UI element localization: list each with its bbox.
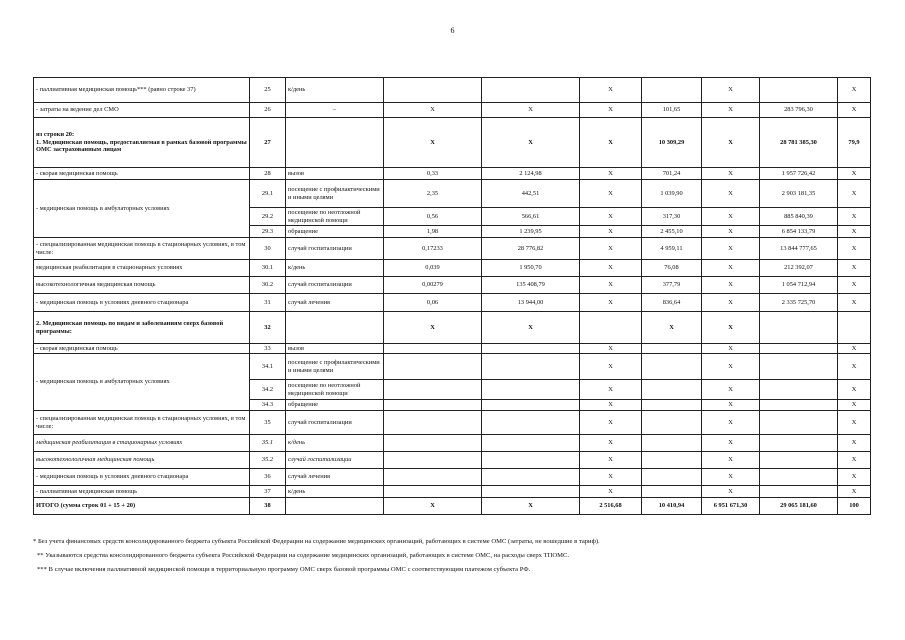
value-cell-c1: 0,06: [384, 294, 482, 312]
value-cell-c7: X: [838, 400, 871, 411]
value-cell-c6: [760, 380, 838, 400]
unit-cell: [286, 312, 384, 344]
value-cell-c3: X: [580, 103, 642, 118]
value-cell-c3: X: [580, 180, 642, 208]
footnote-1: * Без учета финансовых средств консолидированного бюджета субъекта Российской Федерации на содержание медицинских организаций, работающих в системе ОМС (затраты, не вошедшие в тариф).: [33, 538, 600, 545]
table-row: [34, 168, 871, 180]
value-cell-c2: 1 950,70: [482, 260, 580, 277]
value-cell-c5: X: [702, 103, 760, 118]
unit-cell: случай лечения: [286, 469, 384, 486]
unit-cell: случай госпитализации: [286, 277, 384, 294]
row-name-cell: 2. Медицинская помощь по видам и заболеваниям сверх базовой программы:: [34, 312, 250, 344]
row-name-cell: - специализированная медицинская помощь в стационарных условиях, в том числе:: [34, 238, 250, 260]
table-row: [34, 469, 871, 486]
value-cell-c2: X: [482, 312, 580, 344]
value-cell-c2: 13 944,00: [482, 294, 580, 312]
footnotes: [33, 538, 873, 580]
value-cell-c4: 1 039,90: [642, 180, 702, 208]
value-cell-c7: X: [838, 78, 871, 103]
value-cell-c1: [384, 469, 482, 486]
value-cell-c6: [760, 344, 838, 354]
value-cell-c7: X: [838, 208, 871, 226]
value-cell-c6: 212 392,07: [760, 260, 838, 277]
unit-cell: [286, 498, 384, 515]
value-cell-c6: [760, 469, 838, 486]
value-cell-c3: X: [580, 168, 642, 180]
value-cell-c3: X: [580, 78, 642, 103]
value-cell-c1: X: [384, 103, 482, 118]
value-cell-c6: 2 903 181,35: [760, 180, 838, 208]
table-row: [34, 435, 871, 452]
value-cell-c4: 10 309,29: [642, 118, 702, 168]
value-cell-c3: X: [580, 486, 642, 498]
value-cell-c7: X: [838, 411, 871, 435]
value-cell-c4: X: [642, 312, 702, 344]
value-cell-c4: 4 959,11: [642, 238, 702, 260]
value-cell-c4: 836,64: [642, 294, 702, 312]
value-cell-c2: 566,61: [482, 208, 580, 226]
row-number-cell: 35.1: [250, 435, 286, 452]
row-number-cell: 32: [250, 312, 286, 344]
value-cell-c1: [384, 78, 482, 103]
value-cell-c1: [384, 400, 482, 411]
row-number-cell: 26: [250, 103, 286, 118]
unit-cell: посещение с профилактическими и иными целями: [286, 180, 384, 208]
row-name-cell: - медицинская помощь в условиях дневного стационара: [34, 469, 250, 486]
table-row: [34, 498, 871, 515]
value-cell-c7: X: [838, 103, 871, 118]
value-cell-c6: 885 840,39: [760, 208, 838, 226]
value-cell-c4: [642, 78, 702, 103]
value-cell-c2: [482, 380, 580, 400]
row-name-cell: - паллиативная медицинская помощь*** (равно строке 37): [34, 78, 250, 103]
value-cell-c3: X: [580, 226, 642, 238]
unit-cell: случай госпитализации: [286, 238, 384, 260]
value-cell-c1: 0,039: [384, 260, 482, 277]
value-cell-c3: X: [580, 435, 642, 452]
unit-cell: посещение с профилактическими и иными целями: [286, 354, 384, 380]
value-cell-c7: X: [838, 344, 871, 354]
value-cell-c3: 2 516,68: [580, 498, 642, 515]
row-number-cell: 28: [250, 168, 286, 180]
value-cell-c5: X: [702, 226, 760, 238]
value-cell-c3: X: [580, 400, 642, 411]
value-cell-c7: 100: [838, 498, 871, 515]
value-cell-c2: 28 776,82: [482, 238, 580, 260]
value-cell-c5: X: [702, 260, 760, 277]
value-cell-c1: X: [384, 498, 482, 515]
value-cell-c1: X: [384, 118, 482, 168]
table-row: [34, 277, 871, 294]
unit-cell: к/день: [286, 486, 384, 498]
row-number-cell: 30: [250, 238, 286, 260]
table-row: [34, 354, 871, 380]
value-cell-c7: X: [838, 452, 871, 469]
value-cell-c6: [760, 354, 838, 380]
value-cell-c5: X: [702, 238, 760, 260]
unit-cell: посещение по неотложной медицинской помощи: [286, 380, 384, 400]
value-cell-c5: X: [702, 411, 760, 435]
value-cell-c6: 29 065 181,60: [760, 498, 838, 515]
row-name-cell: ИТОГО (сумма строк 01 + 15 + 20): [34, 498, 250, 515]
value-cell-c4: [642, 486, 702, 498]
row-number-cell: 30.1: [250, 260, 286, 277]
row-number-cell: 30.2: [250, 277, 286, 294]
value-cell-c1: [384, 380, 482, 400]
value-cell-c7: X: [838, 277, 871, 294]
value-cell-c1: 0,33: [384, 168, 482, 180]
value-cell-c3: X: [580, 118, 642, 168]
value-cell-c7: X: [838, 435, 871, 452]
value-cell-c6: 1 957 726,42: [760, 168, 838, 180]
value-cell-c4: [642, 354, 702, 380]
row-number-cell: 34.1: [250, 354, 286, 380]
value-cell-c5: X: [702, 435, 760, 452]
value-cell-c6: [760, 435, 838, 452]
unit-cell: обращение: [286, 400, 384, 411]
financing-table: [33, 77, 871, 515]
value-cell-c4: [642, 344, 702, 354]
value-cell-c1: [384, 435, 482, 452]
value-cell-c7: X: [838, 354, 871, 380]
table-row: [34, 452, 871, 469]
value-cell-c2: [482, 354, 580, 380]
value-cell-c1: X: [384, 312, 482, 344]
value-cell-c5: X: [702, 400, 760, 411]
row-number-cell: 29.2: [250, 208, 286, 226]
table-row: [34, 260, 871, 277]
value-cell-c1: 1,98: [384, 226, 482, 238]
value-cell-c2: [482, 452, 580, 469]
value-cell-c6: 28 781 385,30: [760, 118, 838, 168]
unit-cell: обращение: [286, 226, 384, 238]
value-cell-c5: X: [702, 208, 760, 226]
value-cell-c6: [760, 486, 838, 498]
value-cell-c4: 101,65: [642, 103, 702, 118]
value-cell-c7: X: [838, 238, 871, 260]
row-number-cell: 27: [250, 118, 286, 168]
page-number: 6: [450, 26, 455, 35]
value-cell-c5: 6 951 671,30: [702, 498, 760, 515]
value-cell-c2: [482, 435, 580, 452]
value-cell-c5: X: [702, 180, 760, 208]
value-cell-c5: X: [702, 380, 760, 400]
value-cell-c5: X: [702, 354, 760, 380]
row-number-cell: 34.3: [250, 400, 286, 411]
value-cell-c3: X: [580, 380, 642, 400]
value-cell-c3: X: [580, 452, 642, 469]
value-cell-c2: [482, 400, 580, 411]
value-cell-c7: 79,9: [838, 118, 871, 168]
value-cell-c6: [760, 411, 838, 435]
unit-cell: –: [286, 103, 384, 118]
value-cell-c4: [642, 380, 702, 400]
value-cell-c2: [482, 344, 580, 354]
value-cell-c2: [482, 486, 580, 498]
row-number-cell: 35.2: [250, 452, 286, 469]
value-cell-c1: [384, 344, 482, 354]
row-name-cell: высокотехнологичная медицинская помощь: [34, 452, 250, 469]
value-cell-c7: X: [838, 486, 871, 498]
value-cell-c1: [384, 486, 482, 498]
value-cell-c1: 0,17233: [384, 238, 482, 260]
row-name-cell: - паллиативная медицинская помощь: [34, 486, 250, 498]
row-number-cell: 34.2: [250, 380, 286, 400]
table-row: [34, 344, 871, 354]
value-cell-c1: [384, 452, 482, 469]
row-number-cell: 37: [250, 486, 286, 498]
value-cell-c2: X: [482, 103, 580, 118]
value-cell-c5: X: [702, 168, 760, 180]
table-row: [34, 238, 871, 260]
row-number-cell: 31: [250, 294, 286, 312]
value-cell-c3: X: [580, 354, 642, 380]
value-cell-c3: X: [580, 238, 642, 260]
unit-cell: случай госпитализации: [286, 452, 384, 469]
value-cell-c4: [642, 411, 702, 435]
value-cell-c5: X: [702, 452, 760, 469]
footnote-2: ** Указываются средства консолидированного бюджета субъекта Российской Федерации на содержание медицинских организаций, работающих в системе ОМС, на расходы сверх ТПОМС.: [37, 552, 570, 559]
value-cell-c5: X: [702, 469, 760, 486]
value-cell-c3: X: [580, 208, 642, 226]
unit-cell: к/день: [286, 260, 384, 277]
value-cell-c6: [760, 78, 838, 103]
unit-cell: [286, 118, 384, 168]
value-cell-c7: X: [838, 294, 871, 312]
value-cell-c7: [838, 312, 871, 344]
value-cell-c7: X: [838, 168, 871, 180]
table-row: [34, 411, 871, 435]
value-cell-c5: X: [702, 344, 760, 354]
value-cell-c4: 76,08: [642, 260, 702, 277]
row-number-cell: 35: [250, 411, 286, 435]
value-cell-c2: [482, 78, 580, 103]
table-row: [34, 78, 871, 103]
unit-cell: к/день: [286, 78, 384, 103]
value-cell-c4: 2 455,10: [642, 226, 702, 238]
value-cell-c4: [642, 469, 702, 486]
value-cell-c1: 0,00279: [384, 277, 482, 294]
value-cell-c2: X: [482, 118, 580, 168]
value-cell-c6: [760, 452, 838, 469]
value-cell-c4: [642, 452, 702, 469]
table-row: [34, 294, 871, 312]
row-name-cell: из строки 20: 1. Медицинская помощь, предоставляемая в рамках базовой программы ОМС застрахованным лицам: [34, 118, 250, 168]
value-cell-c4: 317,30: [642, 208, 702, 226]
table-row: [34, 180, 871, 208]
value-cell-c6: 13 844 777,65: [760, 238, 838, 260]
value-cell-c2: [482, 411, 580, 435]
value-cell-c3: X: [580, 260, 642, 277]
value-cell-c1: 2,35: [384, 180, 482, 208]
value-cell-c7: X: [838, 180, 871, 208]
value-cell-c3: X: [580, 411, 642, 435]
row-name-cell: медицинская реабилитация в стационарных условиях: [34, 260, 250, 277]
value-cell-c5: X: [702, 118, 760, 168]
table-row: [34, 312, 871, 344]
value-cell-c4: 701,24: [642, 168, 702, 180]
value-cell-c3: X: [580, 277, 642, 294]
unit-cell: случай лечения: [286, 294, 384, 312]
row-name-cell: - медицинская помощь в условиях дневного стационара: [34, 294, 250, 312]
unit-cell: посещение по неотложной медицинской помощи: [286, 208, 384, 226]
value-cell-c1: [384, 411, 482, 435]
row-name-cell: - специализированная медицинская помощь в стационарных условиях, в том числе:: [34, 411, 250, 435]
row-name-cell: медицинская реабилитация в стационарных условиях: [34, 435, 250, 452]
unit-cell: к/день: [286, 435, 384, 452]
value-cell-c7: X: [838, 469, 871, 486]
value-cell-c5: X: [702, 486, 760, 498]
value-cell-c3: X: [580, 469, 642, 486]
value-cell-c3: X: [580, 344, 642, 354]
row-name-cell: - затраты на ведение дел СМО: [34, 103, 250, 118]
value-cell-c5: X: [702, 78, 760, 103]
value-cell-c5: X: [702, 277, 760, 294]
value-cell-c6: 6 854 133,79: [760, 226, 838, 238]
value-cell-c7: X: [838, 260, 871, 277]
value-cell-c2: 1 239,95: [482, 226, 580, 238]
row-name-cell: - скорая медицинская помощь: [34, 344, 250, 354]
row-number-cell: 29.3: [250, 226, 286, 238]
value-cell-c2: 442,51: [482, 180, 580, 208]
row-name-cell: - медицинская помощь в амбулаторных условиях: [34, 180, 250, 238]
value-cell-c7: X: [838, 380, 871, 400]
table-row: [34, 118, 871, 168]
value-cell-c6: [760, 312, 838, 344]
unit-cell: вызов: [286, 344, 384, 354]
value-cell-c3: X: [580, 294, 642, 312]
footnote-3: *** В случае включения паллиативной медицинской помощи в территориальную программу ОМС сверх базовой программы ОМС с соответствующим платежом субъекта РФ.: [37, 566, 531, 573]
value-cell-c2: X: [482, 498, 580, 515]
value-cell-c5: X: [702, 294, 760, 312]
row-number-cell: 38: [250, 498, 286, 515]
value-cell-c6: [760, 400, 838, 411]
value-cell-c2: [482, 469, 580, 486]
value-cell-c7: X: [838, 226, 871, 238]
value-cell-c6: 283 796,30: [760, 103, 838, 118]
value-cell-c1: [384, 354, 482, 380]
row-name-cell: - скорая медицинская помощь: [34, 168, 250, 180]
row-name-cell: - медицинская помощь в амбулаторных условиях: [34, 354, 250, 411]
value-cell-c4: [642, 400, 702, 411]
row-number-cell: 25: [250, 78, 286, 103]
value-cell-c6: 2 335 725,70: [760, 294, 838, 312]
value-cell-c1: 0,56: [384, 208, 482, 226]
unit-cell: вызов: [286, 168, 384, 180]
row-number-cell: 36: [250, 469, 286, 486]
value-cell-c4: [642, 435, 702, 452]
value-cell-c2: 135 408,79: [482, 277, 580, 294]
row-number-cell: 33: [250, 344, 286, 354]
unit-cell: случай госпитализации: [286, 411, 384, 435]
table-row: [34, 486, 871, 498]
value-cell-c5: X: [702, 312, 760, 344]
value-cell-c2: 2 124,98: [482, 168, 580, 180]
value-cell-c3: [580, 312, 642, 344]
value-cell-c4: 10 410,94: [642, 498, 702, 515]
table-row: [34, 103, 871, 118]
value-cell-c6: 1 054 712,94: [760, 277, 838, 294]
row-number-cell: 29.1: [250, 180, 286, 208]
value-cell-c4: 377,79: [642, 277, 702, 294]
row-name-cell: высокотехнологичная медицинская помощь: [34, 277, 250, 294]
